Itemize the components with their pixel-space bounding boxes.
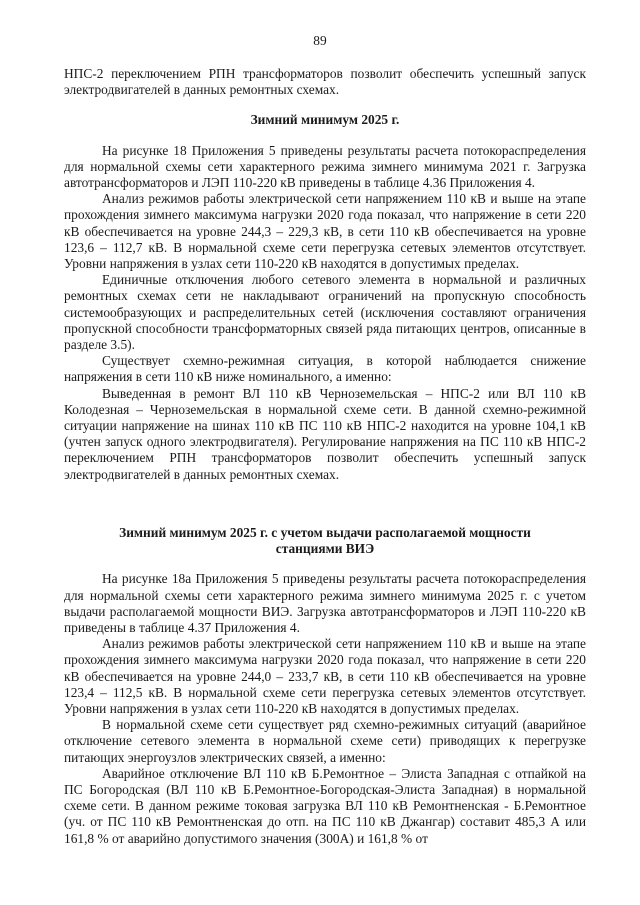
section-heading: Зимний минимум 2025 г. (250, 112, 400, 128)
paragraph: Существует схемно-режимная ситуация, в которой наблюдается снижение напряжения в сети 110 кВ ниже номинального, а именно: (64, 353, 586, 385)
paragraph: В нормальной схеме сети существует ряд схемно-режимных ситуаций (аварийное отключение сетевого элемента в нормальной схеме сети) приводящих к перегрузке питающих энергоузлов электрических связей, а именно: (64, 717, 586, 765)
paragraph: На рисунке 18а Приложения 5 приведены результаты расчета потокораспределения для нормальной схемы сети характерного режима зимнего минимума 2025 г. с учетом выдачи располагаемой мощности ВИЭ. Загрузка автотрансформаторов и ЛЭП 110-220 кВ приведены в таблице 4.37 Приложения 4. (64, 571, 586, 636)
paragraph: Единичные отключения любого сетевого элемента в нормальной и различных ремонтных схемах сети не накладывают ограничений на пропускную способность системообразующих и распределительных сетей (исключения составляют ограничения пропускной способности трансформаторных связей ряда питающих центров, описанные в разделе 3.5). (64, 272, 586, 353)
paragraph: На рисунке 18 Приложения 5 приведены результаты расчета потокораспределения для нормальной схемы сети характерного режима зимнего минимума 2021 г. Загрузка автотрансформаторов и ЛЭП 110-220 кВ приведены в таблице 4.36 Приложения 4. (64, 142, 586, 191)
section-heading: Зимний минимум 2025 г. с учетом выдачи располагаемой мощности станциями ВИЭ (119, 525, 531, 557)
paragraph: Анализ режимов работы электрической сети напряжением 110 кВ и выше на этапе прохождения зимнего максимума нагрузки 2020 года показал, что напряжение в сети 220 кВ обеспечивается на уровне 244,0 – 233,7 кВ, в сети 110 кВ обеспечивается на уровне 123,4 – 112,5 кВ. В нормальной схеме сети перегрузка сетевых элементов отсутствует. Уровни напряжения в узлах сети 110-220 кВ находятся в допустимых пределах. (64, 636, 586, 717)
text-column-2 (64, 525, 586, 847)
paragraph: Анализ режимов работы электрической сети напряжением 110 кВ и выше на этапе прохождения зимнего максимума нагрузки 2020 года показал, что напряжение в сети 220 кВ обеспечивается на уровне 244,3 – 229,3 кВ, в сети 110 кВ обеспечивается на уровне 123,6 – 112,7 кВ. В нормальной схеме сети перегрузка сетевых элементов отсутствует. Уровни напряжения в узлах сети 110-220 кВ находятся в допустимых пределах. (64, 191, 586, 272)
paragraph: НПС-2 переключением РПН трансформаторов позволит обеспечить успешный запуск электродвигателей в данных ремонтных схемах. (64, 66, 586, 98)
text-column (64, 66, 586, 483)
page-number: 89 (313, 33, 327, 48)
paragraph: Аварийное отключение ВЛ 110 кВ Б.Ремонтное – Элиста Западная с отпайкой на ПС Богородская (ВЛ 110 кВ Б.Ремонтное-Богородская-Элиста Западная) в нормальной схеме сети. В данном режиме токовая загрузка ВЛ 110 кВ Ремонтненская - Б.Ремонтное (уч. от ПС 110 кВ Ремонтненская до отп. на ПС 110 кВ Джангар) составит 485,3 А или 161,8 % от аварийно допустимого значения (300А) и 161,8 % от (64, 765, 586, 846)
paragraph: Выведенная в ремонт ВЛ 110 кВ Черноземельская – НПС-2 или ВЛ 110 кВ Колодезная – Черноземельская в нормальной схеме сети. В данной схемно-режимной ситуации напряжение на шинах 110 кВ ПС 110 кВ НПС-2 находится на уровне 104,1 кВ (учтен запуск одного электродвигателя). Регулирование напряжения на ПС 110 кВ НПС-2 переключением РПН трансформаторов позволит обеспечить успешный запуск электродвигателей в данных ремонтных схемах. (64, 385, 586, 482)
